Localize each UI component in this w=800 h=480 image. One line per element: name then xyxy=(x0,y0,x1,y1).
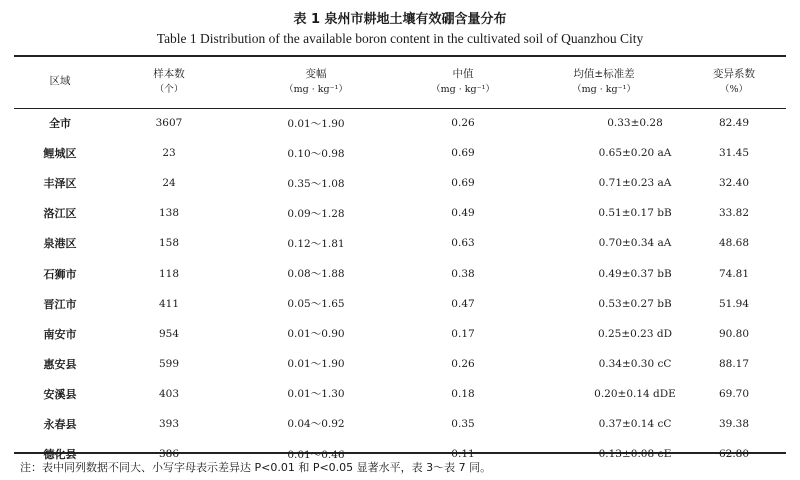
table-row xyxy=(14,108,786,138)
cell-n: 403 xyxy=(158,387,180,400)
cell-n: 24 xyxy=(162,177,176,190)
cell-range: 0.04～0.92 xyxy=(287,418,345,431)
cell-cv: 62.80 xyxy=(718,448,750,461)
cell-range: 0.09～1.28 xyxy=(287,207,345,220)
cell-median: 0.69 xyxy=(451,147,475,160)
header-mean-sd: 均值±标准差 （mg · kg⁻¹） xyxy=(572,67,636,95)
header-cv: 变异系数 （%） xyxy=(713,67,755,95)
table-row xyxy=(14,258,786,288)
cell-median: 0.63 xyxy=(451,237,475,250)
cell-mean-sd: 0.34±0.30 cC xyxy=(598,357,672,370)
cell-mean-sd: 0.65±0.20 aA xyxy=(598,147,672,160)
cell-region: 南安市 xyxy=(43,327,77,341)
cell-median: 0.38 xyxy=(451,267,475,280)
table-row xyxy=(14,379,786,409)
cell-cv: 33.82 xyxy=(718,207,750,220)
cell-mean-sd: 0.20±0.14 dDE xyxy=(594,387,676,400)
table-row xyxy=(14,228,786,258)
cell-region: 德化县 xyxy=(43,448,77,462)
cell-cv: 51.94 xyxy=(718,297,750,310)
cell-median: 0.47 xyxy=(451,297,475,310)
table-row xyxy=(14,168,786,198)
cell-region: 全市 xyxy=(49,117,71,131)
cell-range: 0.01～1.30 xyxy=(287,388,345,401)
table-title-cn: 表 1 泉州市耕地土壤有效硼含量分布 xyxy=(293,12,507,27)
cell-range: 0.01～0.46 xyxy=(287,448,345,461)
cell-n: 599 xyxy=(158,357,180,370)
cell-region: 石狮市 xyxy=(43,267,77,281)
header-median: 中值 （mg · kg⁻¹） xyxy=(431,67,495,95)
table-row xyxy=(14,138,786,168)
table-row xyxy=(14,409,786,439)
cell-cv: 82.49 xyxy=(718,117,750,130)
cell-range: 0.01～1.90 xyxy=(287,117,345,130)
cell-mean-sd: 0.25±0.23 dD xyxy=(597,327,673,340)
cell-range: 0.12～1.81 xyxy=(287,237,345,250)
cell-region: 安溪县 xyxy=(43,387,77,401)
cell-range: 0.08～1.88 xyxy=(287,268,345,281)
table-title-en: Table 1 Distribution of the available boron content in the cultivated soil of Quanzhou City xyxy=(156,31,644,46)
cell-n: 393 xyxy=(158,417,180,430)
cell-n: 158 xyxy=(158,237,180,250)
cell-range: 0.35～1.08 xyxy=(287,177,345,190)
cell-region: 晋江市 xyxy=(43,297,77,311)
cell-mean-sd: 0.71±0.23 aA xyxy=(598,177,672,190)
cell-range: 0.10～0.98 xyxy=(287,147,345,160)
cell-n: 138 xyxy=(158,207,180,220)
cell-n: 3607 xyxy=(155,117,183,130)
cell-n: 411 xyxy=(158,297,180,310)
cell-mean-sd: 0.70±0.34 aA xyxy=(598,237,672,250)
cell-cv: 31.45 xyxy=(718,147,750,160)
cell-cv: 90.80 xyxy=(718,327,750,340)
cell-median: 0.35 xyxy=(451,417,475,430)
cell-median: 0.26 xyxy=(451,357,475,370)
table-row xyxy=(14,198,786,228)
table-row xyxy=(14,319,786,349)
cell-median: 0.49 xyxy=(451,207,475,220)
cell-cv: 88.17 xyxy=(718,357,750,370)
cell-region: 丰泽区 xyxy=(43,177,77,191)
cell-region: 永春县 xyxy=(43,417,77,431)
cell-mean-sd: 0.37±0.14 cC xyxy=(598,417,672,430)
header-sample-count: 样本数 （个） xyxy=(153,67,185,95)
cell-mean-sd: 0.33±0.28 xyxy=(607,117,663,130)
table-row xyxy=(14,349,786,379)
cell-mean-sd: 0.49±0.37 bB xyxy=(598,267,672,280)
cell-range: 0.01～1.90 xyxy=(287,358,345,371)
cell-median: 0.18 xyxy=(451,387,475,400)
header-region: 区域 xyxy=(49,75,71,87)
cell-range: 0.01～0.90 xyxy=(287,328,345,341)
cell-cv: 74.81 xyxy=(718,267,750,280)
cell-n: 954 xyxy=(158,327,180,340)
cell-median: 0.69 xyxy=(451,177,475,190)
cell-cv: 39.38 xyxy=(718,417,750,430)
table-row xyxy=(14,289,786,319)
cell-mean-sd: 0.51±0.17 bB xyxy=(598,207,672,220)
cell-n: 118 xyxy=(158,267,180,280)
cell-region: 洛江区 xyxy=(43,207,77,221)
cell-median: 0.17 xyxy=(451,327,475,340)
cell-n: 23 xyxy=(162,147,176,160)
cell-region: 惠安县 xyxy=(43,357,77,371)
boron-table xyxy=(14,55,786,469)
cell-range: 0.05～1.65 xyxy=(287,298,345,311)
cell-median: 0.11 xyxy=(451,448,475,461)
cell-mean-sd: 0.13±0.08 eE xyxy=(598,448,672,461)
table-note: 注：表中同列数据不同大、小写字母表示差异达 P<0.01 和 P<0.05 显著水平，表 3～表 7 同。 xyxy=(20,461,492,474)
cell-n: 386 xyxy=(158,448,180,461)
cell-cv: 69.70 xyxy=(718,387,750,400)
cell-region: 鲤城区 xyxy=(43,147,77,161)
cell-region: 泉港区 xyxy=(43,237,77,251)
cell-mean-sd: 0.53±0.27 bB xyxy=(598,297,672,310)
cell-median: 0.26 xyxy=(451,117,475,130)
table-header-row xyxy=(14,55,786,108)
cell-cv: 32.40 xyxy=(718,177,750,190)
cell-cv: 48.68 xyxy=(718,237,750,250)
header-range: 变幅 （mg · kg⁻¹） xyxy=(284,67,348,95)
